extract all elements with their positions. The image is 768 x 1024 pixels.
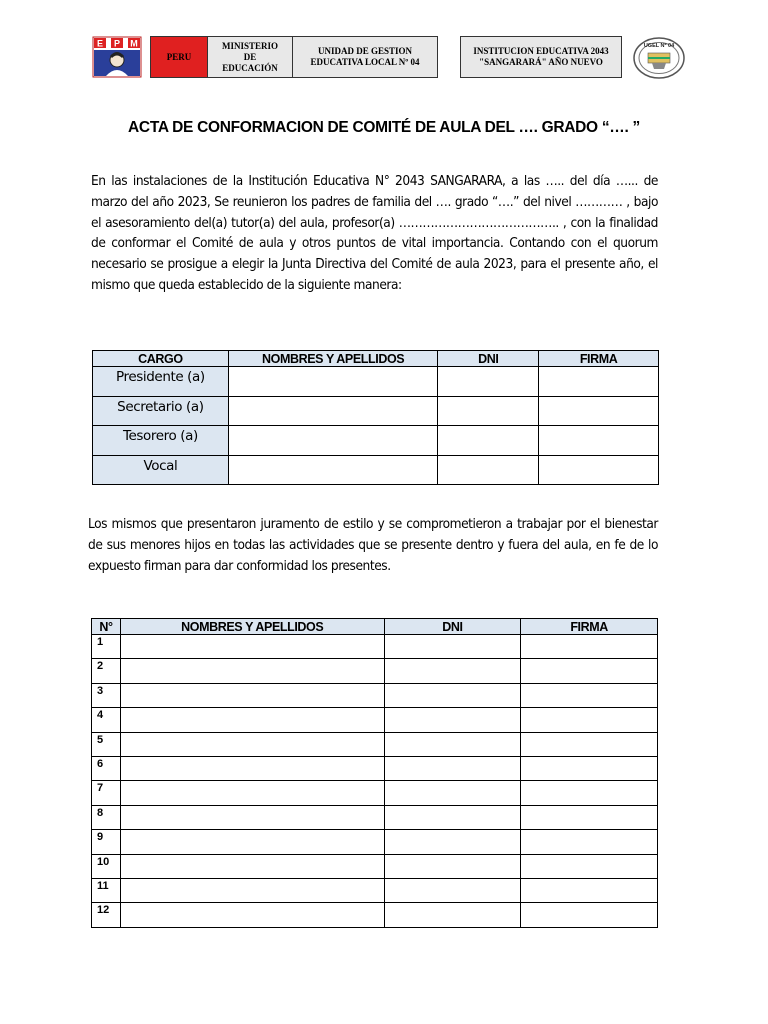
committee-row (93, 455, 659, 485)
firma-cell[interactable] (521, 732, 658, 756)
svg-text:M: M (130, 38, 138, 49)
dni-cell[interactable] (384, 854, 521, 878)
cargo-cell: Presidente (a) (93, 367, 229, 397)
document-title: ACTA DE CONFORMACION DE COMITÉ DE AULA DEL …. GRADO “…. ” (128, 119, 640, 136)
header-firma: FIRMA (539, 351, 659, 367)
svg-text:P: P (113, 38, 121, 49)
row-number: 11 (92, 878, 121, 902)
ugel-cell (293, 37, 438, 78)
nombres-cell[interactable] (120, 756, 384, 780)
cargo-cell: Vocal (93, 455, 229, 485)
attendance-row (92, 659, 658, 683)
dni-cell[interactable] (384, 830, 521, 854)
ministerio-line: EDUCACIÓN (222, 62, 278, 73)
dni-cell[interactable] (384, 805, 521, 829)
dni-cell[interactable] (384, 903, 521, 927)
firma-cell[interactable] (521, 830, 658, 854)
row-number: 12 (92, 903, 121, 927)
dni-cell[interactable] (438, 396, 539, 426)
nombres-cell[interactable] (120, 659, 384, 683)
row-number: 10 (92, 854, 121, 878)
ministerio-line: DE (243, 51, 257, 62)
committee-row (93, 396, 659, 426)
row-number: 6 (92, 756, 121, 780)
committee-header-row (93, 351, 659, 367)
firma-cell[interactable] (521, 878, 658, 902)
nombres-cell[interactable] (120, 830, 384, 854)
firma-cell[interactable] (521, 635, 658, 659)
row-number: 1 (92, 635, 121, 659)
attendance-row (92, 903, 658, 927)
institucion-line: INSTITUCION EDUCATIVA 2043 (473, 46, 609, 56)
firma-cell[interactable] (521, 659, 658, 683)
dni-cell[interactable] (384, 756, 521, 780)
attendance-row (92, 635, 658, 659)
row-number: 5 (92, 732, 121, 756)
dni-cell[interactable] (384, 878, 521, 902)
attendance-table (91, 618, 658, 928)
nombres-cell[interactable] (120, 708, 384, 732)
dni-cell[interactable] (384, 708, 521, 732)
firma-cell[interactable] (539, 396, 659, 426)
firma-cell[interactable] (521, 708, 658, 732)
peru-label: PERU (166, 51, 192, 62)
attendance-row (92, 756, 658, 780)
attendance-row (92, 708, 658, 732)
header-banner (150, 36, 622, 78)
nombres-cell[interactable] (120, 903, 384, 927)
cargo-cell: Secretario (a) (93, 396, 229, 426)
committee-table (92, 350, 659, 485)
nombres-cell[interactable] (228, 396, 438, 426)
institucion-cell (461, 37, 622, 78)
nombres-cell[interactable] (120, 635, 384, 659)
row-number: 3 (92, 683, 121, 707)
nombres-cell[interactable] (120, 683, 384, 707)
epm-logo (92, 36, 142, 78)
row-number: 8 (92, 805, 121, 829)
header-cargo: CARGO (93, 351, 229, 367)
attendance-row (92, 683, 658, 707)
header-firma: FIRMA (521, 619, 658, 635)
ugel-line: EDUCATIVA LOCAL Nº 04 (310, 57, 420, 67)
attendance-row (92, 732, 658, 756)
firma-cell[interactable] (521, 805, 658, 829)
nombres-cell[interactable] (228, 426, 438, 456)
closing-paragraph: Los mismos que presentaron juramento de estilo y se comprometieron a trabajar por el bienestar de sus menores hijos en todas las actividades que se presente dentro y fuera del aula, en fe de lo expuesto firman para dar conformidad los presentes. (88, 516, 658, 574)
dni-cell[interactable] (384, 635, 521, 659)
nombres-cell[interactable] (228, 455, 438, 485)
dni-cell[interactable] (384, 659, 521, 683)
firma-cell[interactable] (521, 756, 658, 780)
ugel-line: UNIDAD DE GESTION (317, 46, 413, 56)
ugel-seal-icon (632, 36, 686, 80)
dni-cell[interactable] (384, 683, 521, 707)
peru-cell (151, 37, 208, 78)
firma-cell[interactable] (521, 781, 658, 805)
firma-cell[interactable] (539, 367, 659, 397)
attendance-row (92, 854, 658, 878)
firma-cell[interactable] (539, 455, 659, 485)
dni-cell[interactable] (438, 367, 539, 397)
nombres-cell[interactable] (120, 805, 384, 829)
attendance-header-row (92, 619, 658, 635)
attendance-row (92, 805, 658, 829)
row-number: 2 (92, 659, 121, 683)
nombres-cell[interactable] (228, 367, 438, 397)
header-dni: DNI (384, 619, 521, 635)
header-nombres: NOMBRES Y APELLIDOS (120, 619, 384, 635)
dni-cell[interactable] (384, 781, 521, 805)
dni-cell[interactable] (438, 455, 539, 485)
header-spacer (438, 37, 461, 78)
header-nombres: NOMBRES Y APELLIDOS (228, 351, 438, 367)
committee-row (93, 426, 659, 456)
institucion-line: "SANGARARÁ" AÑO NUEVO (479, 57, 603, 67)
firma-cell[interactable] (521, 854, 658, 878)
firma-cell[interactable] (539, 426, 659, 456)
nombres-cell[interactable] (120, 854, 384, 878)
nombres-cell[interactable] (120, 781, 384, 805)
committee-row (93, 367, 659, 397)
header-dni: DNI (438, 351, 539, 367)
nombres-cell[interactable] (120, 878, 384, 902)
attendance-row (92, 830, 658, 854)
svg-text:E: E (96, 38, 104, 49)
header-numero: N° (92, 619, 121, 635)
firma-cell[interactable] (521, 683, 658, 707)
dni-cell[interactable] (438, 426, 539, 456)
dni-cell[interactable] (384, 732, 521, 756)
ministerio-cell (208, 37, 293, 78)
svg-text:UGEL Nº 04: UGEL Nº 04 (643, 43, 675, 49)
cargo-cell: Tesorero (a) (93, 426, 229, 456)
attendance-row (92, 781, 658, 805)
nombres-cell[interactable] (120, 732, 384, 756)
intro-paragraph: En las instalaciones de la Institución Educativa N° 2043 SANGARARA, a las ….. del día …... de marzo del año 2023, Se reunieron los padres de familia del …. grado “….” del nivel ………… , bajo el asesoramiento del(a) tutor(a) del aula, profesor(a) ………………………………….. , con la finalidad de conformar el Comité de aula y otros puntos de vital importancia. Contando con el quorum necesario se prosigue a elegir la Junta Directiva del Comité de aula 2023, para el presente año, el mismo que queda establecido de la siguiente manera: (91, 173, 658, 293)
row-number: 4 (92, 708, 121, 732)
ministerio-line: MINISTERIO (221, 40, 278, 51)
row-number: 9 (92, 830, 121, 854)
row-number: 7 (92, 781, 121, 805)
firma-cell[interactable] (521, 903, 658, 927)
attendance-row (92, 878, 658, 902)
